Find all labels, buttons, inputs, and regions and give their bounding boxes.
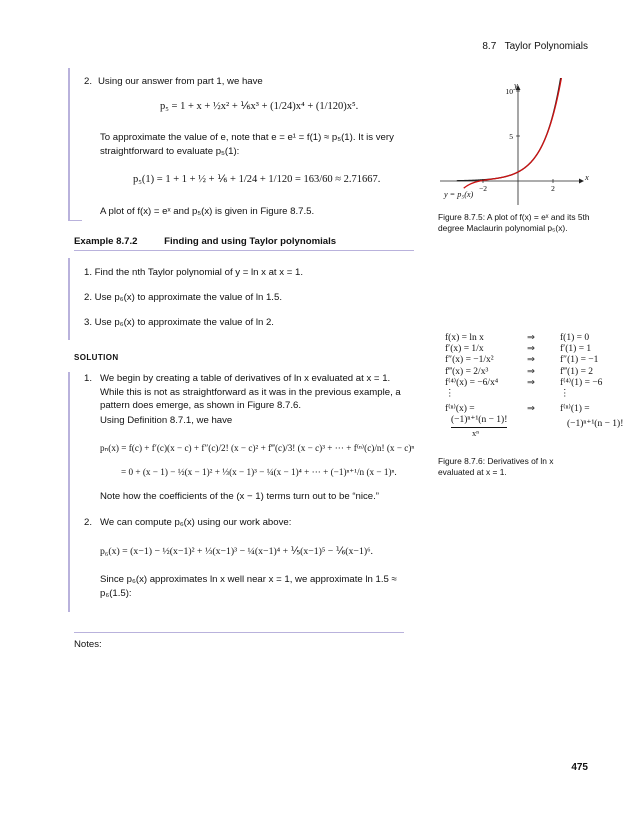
margin-bar-example	[68, 258, 70, 340]
table-cell-derivative: f′(x) = 1/x	[445, 344, 484, 355]
running-header	[482, 40, 588, 54]
notes-label: Notes:	[74, 639, 102, 650]
table-cell-value: f⁽ⁿ⁾(1) =	[560, 403, 590, 414]
margin-bar-part2-end	[68, 220, 82, 221]
table-row	[445, 344, 615, 355]
example-heading	[74, 235, 414, 249]
equation-p5-at-1: p₅(1) = 1 + 1 + ½ + ⅙ + 1/24 + 1/120 = 163/60 ≈ 2.71667.	[133, 174, 381, 185]
x-tick-label: −2	[479, 184, 487, 193]
section-title: Taylor Polynomials	[504, 41, 588, 52]
table-cell-arrow: ⇒	[527, 366, 535, 377]
equation-p5: p₅ = 1 + x + ½x² + ⅙x³ + (1/24)x⁴ + (1/120)x⁵.	[160, 101, 359, 112]
table-cell-derivative: f⁽⁴⁾(x) = −6/x⁴	[445, 377, 499, 388]
part2-intro: 2. Using our answer from part 1, we have	[84, 76, 263, 87]
figure-8-7-5-plot	[438, 78, 588, 206]
section-number: 8.7	[482, 41, 497, 52]
table-cell-value: ⋮	[560, 388, 570, 399]
table-cell-arrow: ⇒	[527, 377, 535, 388]
solution-step-2: 2.	[84, 517, 93, 528]
table-cell-derivative: f⁽ⁿ⁾(x) =	[445, 403, 475, 414]
equation-p6: p₆(x) = (x−1) − ½(x−1)² + ⅓(x−1)³ − ¼(x−1)⁴ + ⅕(x−1)⁵ − ⅙(x−1)⁶.	[100, 546, 373, 557]
table-cell-value: f′(1) = 1	[560, 344, 592, 355]
x-axis-arrow	[579, 179, 584, 184]
last-left-numerator: (−1)ⁿ⁺¹(n − 1)!	[451, 415, 507, 428]
table-cell-value: f″(1) = −1	[560, 355, 599, 366]
table-cell-arrow: ⇒	[527, 333, 535, 343]
y-tick-label: 5	[509, 132, 513, 141]
example-item-2: 2. Use p₆(x) to approximate the value of ln 1.5.	[84, 292, 282, 303]
table-cell-arrow: ⇒	[527, 355, 535, 366]
equation-pn-lnx: = 0 + (x − 1) − ½(x − 1)² + ⅓(x − 1)³ − ¼(x − 1)⁴ + ··· + (−1)ⁿ⁺¹/n (x − 1)ⁿ.	[121, 467, 397, 477]
part2-plot-text: A plot of f(x) = eˣ and p₅(x) is given in Figure 8.7.5.	[100, 206, 315, 217]
table-row	[445, 355, 615, 366]
figure-8-7-6-caption: Figure 8.7.6: Derivatives of ln x evaluated at x = 1.	[438, 456, 554, 477]
example-item-3: 3. Use p₆(x) to approximate the value of ln 2.	[84, 317, 274, 328]
y-tick-label: 10	[505, 87, 513, 96]
plot-legend: y = p₅(x)	[444, 190, 474, 199]
table-cell-value: f(1) = 0	[560, 333, 590, 343]
x-tick-label: 2	[551, 184, 555, 193]
table-cell-derivative: f‴(x) = 2/x³	[445, 366, 489, 377]
table-row	[445, 404, 615, 415]
notes-rule	[74, 632, 404, 633]
last-left-denominator: xⁿ	[472, 428, 479, 439]
table-last-left	[445, 415, 624, 441]
example-heading-rule	[74, 250, 414, 251]
table-cell-value: f‴(1) = 2	[560, 366, 594, 377]
margin-bar-solution	[68, 372, 70, 612]
solution-label: SOLUTION	[74, 353, 119, 362]
equation-pn-general: pₙ(x) = f(c) + f′(c)(x − c) + f″(c)/2! (x − c)² + f‴(c)/3! (x − c)³ + ··· + f⁽ⁿ⁾(c)/n! (x − c)ⁿ	[100, 443, 415, 453]
plot-xlabel: x	[585, 172, 589, 182]
plot-ylabel: y	[514, 80, 518, 90]
table-cell-derivative: ⋮	[445, 388, 455, 399]
example-item-1: 1. Find the nth Taylor polynomial of y = ln x at x = 1.	[84, 267, 303, 278]
example-label: Example 8.7.2	[74, 236, 138, 247]
figure-8-7-5-caption: Figure 8.7.5: A plot of f(x) = eˣ and its 5th degree Maclaurin polynomial p₅(x).	[438, 212, 590, 233]
table-cell-value: f⁽⁴⁾(1) = −6	[560, 377, 603, 388]
figure-8-7-6-table	[445, 333, 624, 441]
table-row	[445, 333, 615, 344]
solution-s2-end: Since p₆(x) approximates ln x well near x = 1, we approximate ln 1.5 ≈ p₆(1.5):	[100, 574, 397, 599]
table-cell-arrow: ⇒	[527, 403, 535, 414]
margin-bar-part2	[68, 68, 70, 220]
table-cell-derivative: f″(x) = −1/x²	[445, 355, 494, 366]
last-right-value: (−1)ⁿ⁺¹(n − 1)!	[567, 419, 624, 430]
solution-step-1: 1.	[84, 373, 93, 384]
table-cell-arrow: ⇒	[527, 344, 535, 355]
example-title: Finding and using Taylor polynomials	[164, 236, 337, 247]
table-row	[445, 378, 615, 389]
table-row	[445, 367, 615, 378]
solution-s1-definition: Using Definition 8.7.1, we have	[100, 415, 233, 426]
table-cell-derivative: f(x) = ln x	[445, 333, 484, 343]
part2-approx-text: To approximate the value of e, note that e = e¹ = f(1) ≈ p₅(1). It is very straightforward to evaluate p₅(1):	[100, 132, 394, 157]
solution-s1-note: Note how the coefficients of the (x − 1) terms turn out to be “nice.”	[100, 491, 379, 502]
solution-s1-text: We begin by creating a table of derivatives of ln x evaluated at x = 1. While this is not as straightforward as it was in the previous example, a pattern does emerge, as shown in Figure 8.7.6.	[100, 373, 401, 411]
solution-s2-text: We can compute p₆(x) using our work above:	[100, 517, 292, 528]
table-row	[445, 389, 615, 404]
page-number: 475	[571, 762, 588, 773]
